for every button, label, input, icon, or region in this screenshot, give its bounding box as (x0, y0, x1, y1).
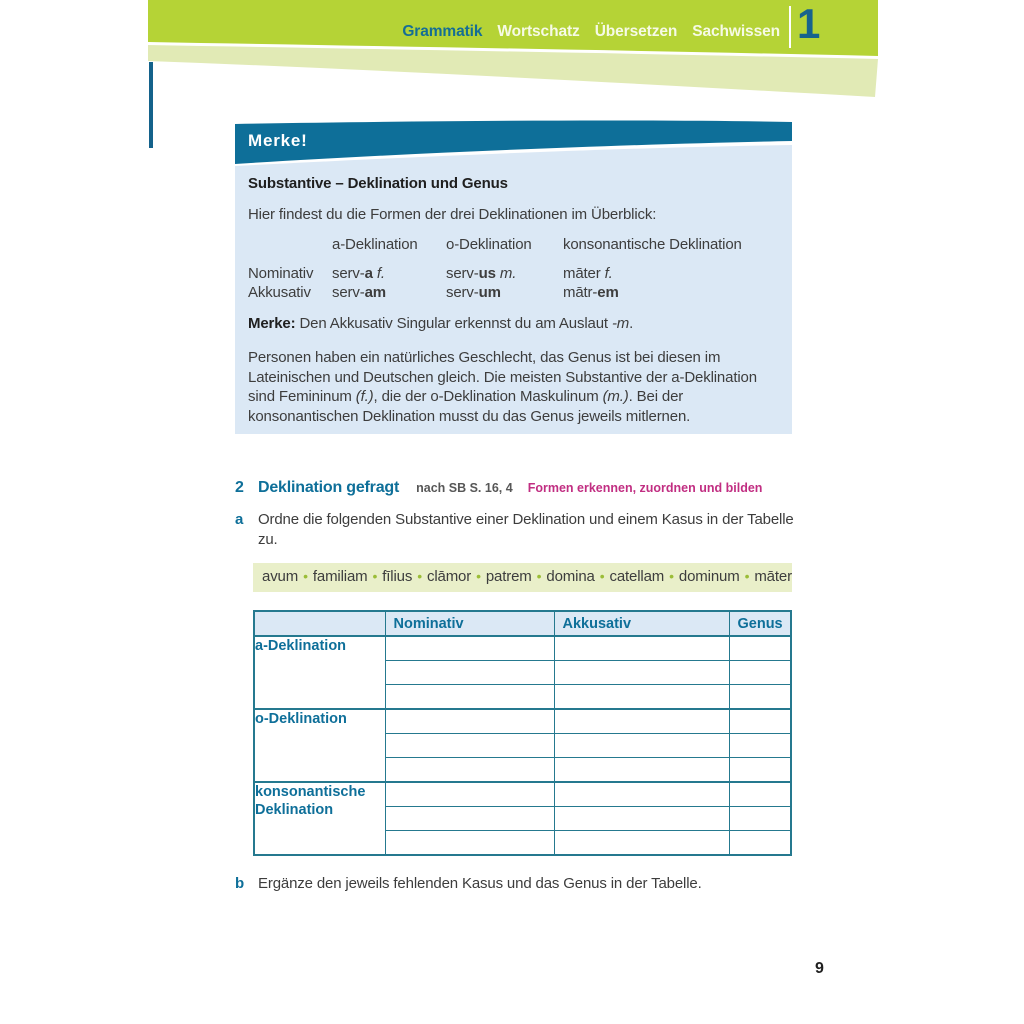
answer-cell (729, 685, 791, 710)
answer-table-wrap (253, 610, 792, 856)
paradigm-column-header-2: konsonantische Deklination (563, 236, 742, 253)
nav-item-wortschatz: Wortschatz (497, 23, 580, 40)
form-ending: a (364, 264, 373, 282)
bullet-separator: • (476, 568, 481, 584)
answer-cell (729, 782, 791, 807)
nav-divider (789, 6, 791, 48)
paragraph-italic-run: (f.) (355, 388, 374, 405)
merke-box-header (235, 120, 792, 166)
answer-cell (385, 807, 554, 831)
form-ending: em (597, 284, 619, 301)
section-label: o-Deklination (254, 709, 385, 782)
answer-cell (729, 758, 791, 783)
bullet-separator: • (417, 568, 422, 584)
part-a-text: Ordne die folgenden Substantive einer Deklination und einem Kasus in der Tabelle zu. (258, 511, 794, 548)
bullet-separator: • (744, 568, 750, 584)
page-number: 9 (815, 960, 824, 977)
word-bank-item: catellam (609, 568, 665, 585)
part-b-text: Ergänze den jeweils fehlenden Kasus und das Genus in der Tabelle. (258, 875, 702, 892)
answer-table (253, 610, 792, 856)
merke-paragraph: Personen haben ein natürliches Geschlecht, das Genus ist bei diesen im Lateinischen und Deutschen gleich. Die meisten Substantive der a-Deklination sind Femininum (f.), die der o-Deklination Maskulinum (m.). Bei der konsonantischen Deklination musst du das Genus jeweils mitlernen. (248, 349, 757, 425)
answer-cell (729, 636, 791, 661)
merke-box-body (235, 166, 792, 434)
exercise-number: 2 (235, 479, 244, 496)
merke-title: Merke! (248, 131, 308, 150)
bullet-separator: • (669, 568, 674, 584)
answer-row (254, 709, 791, 734)
note-label: Merke: (248, 314, 296, 332)
word-bank-item: patrem (485, 568, 532, 585)
bullet-separator: • (536, 568, 542, 584)
word-bank-item: māter (754, 568, 792, 585)
section-label: konsonantische Deklination (254, 782, 385, 855)
exercise-part-b (235, 874, 798, 894)
exercise-part-a (235, 510, 798, 550)
answer-cell (554, 661, 729, 685)
note-italic: -m (611, 314, 630, 332)
part-a-letter: a (235, 511, 244, 528)
paragraph-italic-run: (m.) (602, 388, 629, 405)
nav-item-übersetzen: Übersetzen (594, 23, 678, 40)
genus-abbr: f. (604, 264, 613, 282)
answer-column-header-akkusativ: Akkusativ (554, 611, 729, 636)
bullet-separator: • (372, 568, 378, 584)
left-margin-rule (149, 62, 153, 148)
bullet-separator: • (303, 568, 308, 584)
answer-cell (554, 831, 729, 856)
answer-cell (729, 831, 791, 856)
paradigm-column-header-0: a-Deklination (332, 236, 418, 253)
answer-column-header-nominativ: Nominativ (385, 611, 554, 636)
answer-table-head (254, 611, 791, 636)
word-bank-item: domina (546, 568, 595, 585)
exercise-title: Deklination gefragt (258, 479, 400, 496)
answer-header-row (254, 611, 791, 636)
answer-cell (385, 685, 554, 710)
answer-table-body (254, 636, 791, 855)
form-ending: um (478, 284, 501, 301)
paradigm-cell-0: serv-a f. (332, 264, 385, 282)
merke-box (235, 120, 792, 434)
form-ending: us (478, 264, 496, 282)
paradigm-cell-1: serv-um (446, 284, 501, 301)
word-bank (253, 563, 792, 592)
answer-cell (729, 709, 791, 734)
word-bank-item: avum (262, 568, 299, 585)
word-bank-item: familiam (312, 568, 368, 585)
answer-cell (385, 661, 554, 685)
nav-item-sachwissen: Sachwissen (692, 23, 780, 40)
answer-row (254, 636, 791, 661)
answer-table-corner (254, 611, 385, 636)
answer-cell (385, 636, 554, 661)
answer-cell (729, 734, 791, 758)
answer-column-header-genus: Genus (729, 611, 791, 636)
section-label: a-Deklination (254, 636, 385, 709)
paradigm-column-header-1: o-Deklination (446, 236, 532, 253)
chapter-number: 1 (797, 0, 821, 47)
paradigm-cell-0: serv-am (332, 284, 386, 301)
answer-cell (554, 734, 729, 758)
header-nav (148, 0, 780, 44)
answer-cell (729, 661, 791, 685)
word-bank-item: clāmor (426, 568, 472, 585)
paradigm-corner (248, 235, 332, 264)
answer-cell (554, 758, 729, 783)
answer-cell (554, 636, 729, 661)
bullet-separator: • (599, 568, 605, 584)
nav-item-grammatik: Grammatik (402, 23, 483, 40)
word-bank-item: fīlius (382, 568, 413, 585)
part-b-letter: b (235, 875, 245, 892)
answer-cell (385, 831, 554, 856)
paradigm-cell-2: mātr-em (563, 284, 619, 301)
answer-cell (554, 709, 729, 734)
word-bank-item: dominum (678, 568, 740, 585)
merke-note: Merke: Den Akkusativ Singular erkennst du am Auslaut -m. (248, 314, 634, 332)
exercise-competence: Formen erkennen, zuordnen und bilden (527, 481, 763, 495)
merke-header-wave (235, 120, 792, 166)
answer-cell (385, 734, 554, 758)
paradigm-row-label: Akkusativ (248, 284, 311, 301)
paradigm-row-label: Nominativ (248, 264, 314, 282)
paradigm-cell-1: serv-us m. (446, 264, 517, 282)
paradigm-table (248, 235, 778, 303)
answer-cell (729, 807, 791, 831)
answer-row (254, 782, 791, 807)
exercise-reference: nach SB S. 16, 4 (416, 481, 513, 495)
answer-cell (385, 782, 554, 807)
form-ending: am (364, 284, 386, 301)
answer-cell (554, 685, 729, 710)
answer-cell (385, 758, 554, 783)
genus-abbr: f. (376, 264, 385, 282)
answer-cell (554, 782, 729, 807)
merke-heading: Substantive – Deklination und Genus (248, 175, 508, 192)
exercise-heading (235, 479, 762, 497)
genus-abbr: m. (499, 264, 517, 282)
answer-cell (385, 709, 554, 734)
paradigm-cell-2: māter f. (563, 264, 613, 282)
merke-intro: Hier findest du die Formen der drei Deklinationen im Überblick: (248, 205, 657, 223)
answer-cell (554, 807, 729, 831)
